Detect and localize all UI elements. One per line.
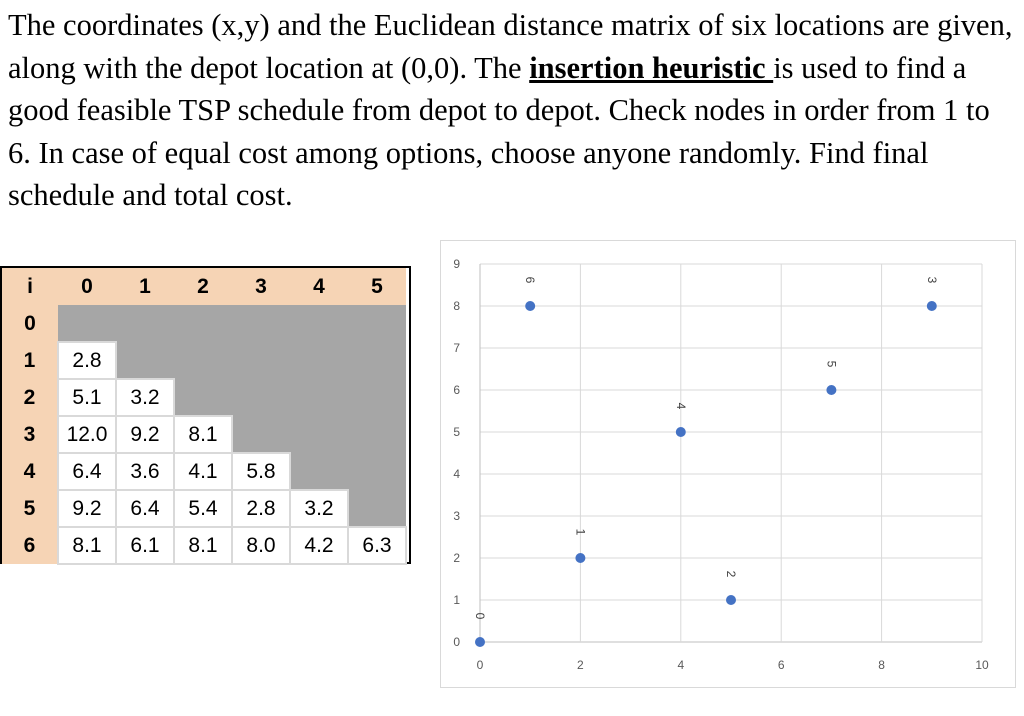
matrix-blank-cell bbox=[232, 416, 290, 453]
matrix-cell: 9.2 bbox=[58, 490, 116, 527]
matrix-cell: 8.1 bbox=[58, 527, 116, 564]
data-point bbox=[726, 595, 736, 605]
matrix-blank-cell bbox=[174, 305, 232, 342]
matrix-row-header: 5 bbox=[2, 490, 58, 527]
data-point bbox=[525, 301, 535, 311]
matrix-cell: 6.4 bbox=[116, 490, 174, 527]
matrix-blank-cell bbox=[290, 379, 348, 416]
problem-text-part1: The coordinates (x,y) and the Euclidean distance matrix of six locations are given, along with the depot location at (0,0). The bbox=[8, 8, 1013, 85]
y-tick-label: 5 bbox=[453, 425, 460, 439]
matrix-column-header: 1 bbox=[116, 268, 174, 305]
y-tick-label: 2 bbox=[453, 551, 460, 565]
x-tick-label: 4 bbox=[677, 658, 685, 672]
matrix-cell: 4.2 bbox=[290, 527, 348, 564]
y-tick-label: 8 bbox=[453, 299, 460, 313]
matrix-row bbox=[2, 305, 406, 342]
matrix-blank-cell bbox=[116, 305, 174, 342]
matrix-column-header: 2 bbox=[174, 268, 232, 305]
matrix-column-header: 5 bbox=[348, 268, 406, 305]
data-point-label: 0 bbox=[473, 612, 487, 620]
matrix-blank-cell bbox=[232, 305, 290, 342]
matrix-cell: 3.2 bbox=[290, 490, 348, 527]
matrix-cell: 5.8 bbox=[232, 453, 290, 490]
matrix-row bbox=[2, 490, 406, 527]
data-point-label: 6 bbox=[523, 276, 538, 284]
y-tick-label: 3 bbox=[453, 509, 460, 523]
distance-matrix-table bbox=[2, 268, 407, 565]
data-point bbox=[676, 427, 686, 437]
y-tick-label: 9 bbox=[453, 257, 460, 271]
x-tick-label: 10 bbox=[975, 658, 989, 672]
matrix-blank-cell bbox=[58, 305, 116, 342]
matrix-row bbox=[2, 453, 406, 490]
matrix-blank-cell bbox=[232, 342, 290, 379]
matrix-row-header: 0 bbox=[2, 305, 58, 342]
matrix-blank-cell bbox=[174, 342, 232, 379]
y-tick-label: 0 bbox=[453, 635, 460, 649]
problem-statement bbox=[8, 4, 1018, 217]
data-point-label: 1 bbox=[573, 528, 588, 536]
y-tick-label: 7 bbox=[453, 341, 460, 355]
matrix-cell: 8.0 bbox=[232, 527, 290, 564]
data-point-label: 2 bbox=[724, 570, 738, 578]
y-tick-label: 1 bbox=[453, 593, 460, 607]
distance-matrix bbox=[0, 266, 411, 564]
matrix-blank-cell bbox=[348, 379, 406, 416]
matrix-row-header: 3 bbox=[2, 416, 58, 453]
scatter-chart-svg bbox=[441, 241, 1015, 687]
data-point bbox=[575, 553, 585, 563]
matrix-blank-cell bbox=[348, 453, 406, 490]
matrix-blank-cell bbox=[232, 379, 290, 416]
matrix-row bbox=[2, 379, 406, 416]
matrix-row-header: 2 bbox=[2, 379, 58, 416]
matrix-cell: 3.2 bbox=[116, 379, 174, 416]
matrix-row bbox=[2, 342, 406, 379]
matrix-column-header: 4 bbox=[290, 268, 348, 305]
data-point-label: 3 bbox=[924, 276, 939, 284]
matrix-cell: 2.8 bbox=[232, 490, 290, 527]
matrix-blank-cell bbox=[348, 305, 406, 342]
y-tick-label: 6 bbox=[453, 383, 460, 397]
matrix-row-header: 4 bbox=[2, 453, 58, 490]
matrix-blank-cell bbox=[348, 342, 406, 379]
x-tick-label: 0 bbox=[476, 658, 484, 672]
data-point bbox=[475, 637, 485, 647]
matrix-blank-cell bbox=[348, 490, 406, 527]
matrix-cell: 8.1 bbox=[174, 527, 232, 564]
matrix-cell: 3.6 bbox=[116, 453, 174, 490]
matrix-row bbox=[2, 527, 406, 564]
matrix-corner-label: i bbox=[2, 268, 58, 305]
matrix-cell: 9.2 bbox=[116, 416, 174, 453]
matrix-row-header: 1 bbox=[2, 342, 58, 379]
matrix-cell: 6.3 bbox=[348, 527, 406, 564]
x-tick-label: 6 bbox=[777, 658, 785, 672]
matrix-blank-cell bbox=[116, 342, 174, 379]
matrix-cell: 8.1 bbox=[174, 416, 232, 453]
matrix-column-header: 3 bbox=[232, 268, 290, 305]
matrix-cell: 5.1 bbox=[58, 379, 116, 416]
data-point bbox=[927, 301, 937, 311]
data-point-label: 4 bbox=[673, 402, 688, 410]
matrix-cell: 12.0 bbox=[58, 416, 116, 453]
matrix-cell: 4.1 bbox=[174, 453, 232, 490]
matrix-blank-cell bbox=[174, 379, 232, 416]
problem-emphasis: insertion heuristic bbox=[529, 50, 774, 85]
matrix-cell: 6.1 bbox=[116, 527, 174, 564]
x-tick-label: 8 bbox=[878, 658, 885, 672]
matrix-blank-cell bbox=[348, 416, 406, 453]
matrix-cell: 2.8 bbox=[58, 342, 116, 379]
matrix-column-header: 0 bbox=[58, 268, 116, 305]
x-tick-label: 2 bbox=[577, 658, 584, 672]
matrix-row-header: 6 bbox=[2, 527, 58, 564]
matrix-row bbox=[2, 416, 406, 453]
matrix-blank-cell bbox=[290, 342, 348, 379]
y-tick-label: 4 bbox=[453, 467, 460, 481]
problem-text-part2: is used to find a good feasible TSP schedule from depot to depot. Check nodes in order from 1 to 6. In case of equal cost among options, choose anyone randomly. Find final schedule and total cost. bbox=[8, 50, 990, 212]
matrix-blank-cell bbox=[290, 416, 348, 453]
matrix-cell: 5.4 bbox=[174, 490, 232, 527]
matrix-blank-cell bbox=[290, 453, 348, 490]
data-point bbox=[826, 385, 836, 395]
data-point-label: 5 bbox=[824, 360, 839, 368]
scatter-chart bbox=[440, 240, 1016, 688]
matrix-cell: 6.4 bbox=[58, 453, 116, 490]
matrix-blank-cell bbox=[290, 305, 348, 342]
